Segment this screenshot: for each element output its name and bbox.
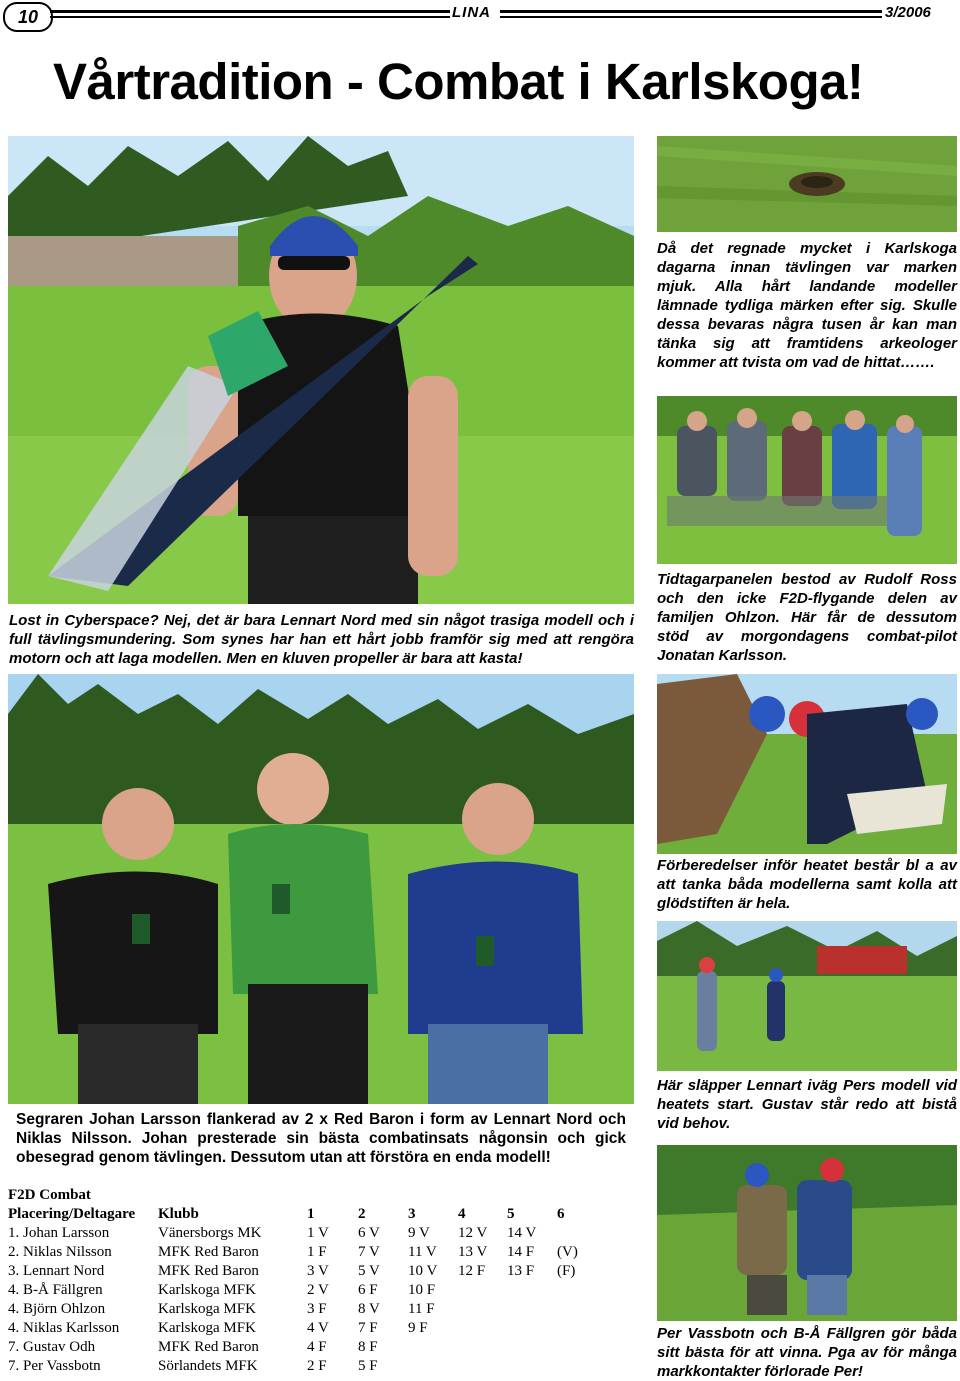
table-cell: MFK Red Baron [158,1244,259,1260]
table-cell: 14 V [507,1225,537,1241]
table-cell: 10 V [408,1263,438,1279]
header-rule [500,16,882,18]
launch-photo [657,921,957,1071]
prep-photo-caption: Förberedelser inför heatet består bl a av att tanka båda modellerna samt kolla att glödstiften är hela. [657,857,957,912]
header-rule [50,10,450,13]
table-cell: 2. Niklas Nilsson [8,1244,112,1260]
table-cell: 7. Gustav Odh [8,1339,96,1355]
main-photo-caption: Lost in Cyberspace? Nej, det är bara Lennart Nord med sin något trasiga modell och i full tävlingsmundering. Som synes har han ett hårt jobb framför sig med att rengöra motorn och att laga modellen. Men en kluven propeller är bara att kasta! [9,612,634,667]
pilots-photo-caption: Per Vassbotn och B-Å Fällgren gör båda sitt bästa för att vinna. Pga av för många markkontakter förlorade Per! [657,1325,957,1380]
header-cell: 2 [358,1206,366,1222]
launch-photo-caption: Här släpper Lennart iväg Pers modell vid heatets start. Gustav står redo att bistå vid behov. [657,1077,957,1132]
issue-number: 3/2006 [885,4,931,21]
table-cell: 5 V [358,1263,380,1279]
panel-photo-caption: Tidtagarpanelen bestod av Rudolf Ross och den icke F2D-flygande delen av familjen Ohlzon. Här får de dessutom stöd av morgondagens combat-pilot Jonatan Karlsson. [657,571,957,664]
table-cell: 9 V [408,1225,430,1241]
table-cell: 8 F [358,1339,378,1355]
results-title-text: F2D Combat [8,1187,91,1203]
header-cell: Placering/Deltagare [8,1206,136,1222]
table-cell: 6 V [358,1225,380,1241]
table-cell: 9 F [408,1320,428,1336]
table-cell: 6 F [358,1282,378,1298]
header-cell: Klubb [158,1206,199,1222]
table-cell: 7 V [358,1244,380,1260]
table-cell: 4. Björn Ohlzon [8,1301,106,1317]
pilots-photo [657,1145,957,1321]
table-cell: 13 F [507,1263,535,1279]
table-cell: 2 V [307,1282,329,1298]
table-cell: 12 V [458,1225,488,1241]
table-cell: MFK Red Baron [158,1263,259,1279]
table-cell: 4 V [307,1320,329,1336]
table-cell: 3. Lennart Nord [8,1263,105,1279]
table-cell: (V) [557,1244,578,1260]
winners-trophies-photo [8,674,634,1104]
header-cell: 1 [307,1206,315,1222]
article-title: Vårtradition - Combat i Karlskoga! [53,53,864,110]
table-cell: 4 F [307,1339,327,1355]
table-cell: 11 F [408,1301,435,1317]
header-rule [500,10,882,13]
table-cell: 12 F [458,1263,486,1279]
table-cell: 7 F [358,1320,378,1336]
page-number: 10 [3,2,53,32]
table-cell: 1 V [307,1225,329,1241]
table-cell: 2 F [307,1358,327,1374]
table-cell: 1 F [307,1244,327,1260]
table-cell: 13 V [458,1244,488,1260]
header-cell: 5 [507,1206,515,1222]
grass-crater-photo [657,136,957,232]
table-cell: 7. Per Vassbotn [8,1358,101,1374]
table-cell: Karlskoga MFK [158,1282,256,1298]
table-cell: Vänersborgs MK [158,1225,262,1241]
table-cell: 10 F [408,1282,436,1298]
table-cell: Karlskoga MFK [158,1301,256,1317]
table-cell: MFK Red Baron [158,1339,259,1355]
table-cell: (F) [557,1263,576,1279]
table-cell: 1. Johan Larsson [8,1225,110,1241]
ground-photo-caption: Då det regnade mycket i Karlskoga dagarna innan tävlingen var marken mjuk. Alla hårt landande modeller lämnade tydliga märken efter sig. Skulle dessa bevaras några tusen år kan man tänka sig att framtidens arkeologer kommer att tvista om vad de hittat……. [657,240,957,371]
magazine-name: LINA [452,4,491,21]
winners-photo-caption: Segraren Johan Larsson flankerad av 2 x Red Baron i form av Lennart Nord och Niklas Nilsson. Johan presterade sin bästa combatinsats någonsin och gick obesegrad genom tävlingen. Dessutom utan att förstöra en enda modell! [16,1111,626,1166]
table-cell: 5 F [358,1358,378,1374]
table-cell: 11 V [408,1244,437,1260]
table-cell: 8 V [358,1301,380,1317]
table-cell: 3 F [307,1301,327,1317]
table-cell: 3 V [307,1263,329,1279]
table-cell: 14 F [507,1244,535,1260]
header-cell: 4 [458,1206,466,1222]
table-cell: 4. Niklas Karlsson [8,1320,120,1336]
header-rule [50,16,450,18]
preparation-photo [657,674,957,854]
table-cell: Karlskoga MFK [158,1320,256,1336]
table-cell: 4. B-Å Fällgren [8,1282,103,1298]
header-cell: 6 [557,1206,565,1222]
table-cell: Sörlandets MFK [158,1358,258,1374]
man-with-plane-photo [8,136,634,604]
header-cell: 3 [408,1206,416,1222]
timekeepers-panel-photo [657,396,957,564]
